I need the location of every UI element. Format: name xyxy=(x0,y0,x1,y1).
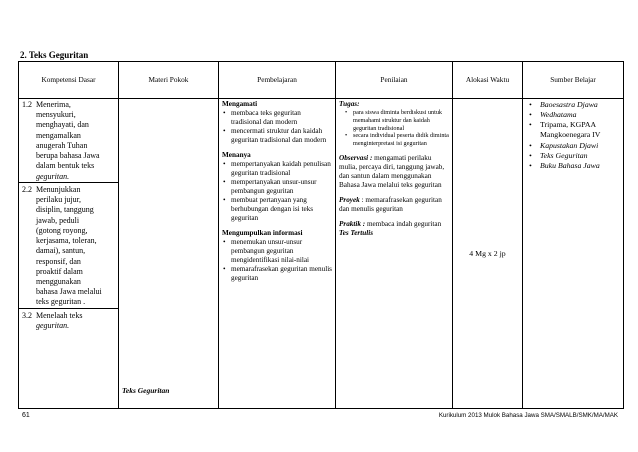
header-materi-pokok: Materi Pokok xyxy=(119,62,219,99)
mengumpulkan-list xyxy=(222,238,332,283)
section-title: 2. Teks Geguritan xyxy=(20,50,89,60)
list-item: • secara individual peserta didik diminta menginterpretasi isi geguritan xyxy=(353,132,449,148)
kd-number: 3.2 xyxy=(22,310,32,320)
kd-text: Menunjukkan perilaku jujur, disiplin, tanggung jawab, peduli (gotong royong, kerjasama, toleran, damai), santun, responsif, dan proaktif dalam menggunakan bahasa Jawa melalui teks geguritan . xyxy=(36,184,102,307)
menanya-title: Menanya xyxy=(222,151,251,159)
penilaian-cell xyxy=(336,99,453,409)
footer-note: Kurikulum 2013 Mulok Bahasa Jawa SMA/SMALB/SMK/MA/MAK xyxy=(438,412,618,419)
list-item: • mencermati struktur dan kaidah geguritan tradisional dan modern xyxy=(231,127,332,145)
kd-number: 2.2 xyxy=(22,184,32,194)
tugas-list xyxy=(339,109,449,148)
header-sumber-belajar: Sumber Belajar xyxy=(523,62,624,99)
kd-item-1-2 xyxy=(22,100,115,182)
materi-pokok-cell xyxy=(119,99,219,409)
proyek-block: Proyek : memarafrasekan geguritan dan menulis geguritan xyxy=(339,195,442,213)
sumber-belajar-cell xyxy=(523,99,624,409)
alokasi-waktu-cell xyxy=(453,99,523,409)
syllabus-table xyxy=(18,61,624,409)
kd-number: 1.2 xyxy=(22,100,32,109)
list-item: • menemukan unsur-unsur pembangun geguritan mengidentifikasi nilai-nilai xyxy=(231,238,332,265)
kd-item-3-2 xyxy=(18,308,119,331)
list-item: • mempertanyakan kaidah penulisan geguritan tradisional xyxy=(231,160,332,178)
list-item: • mempertanyakan unsur-unsur pembangun geguritan xyxy=(231,178,332,196)
list-item: • Kapustakan Djawi xyxy=(540,141,620,151)
menanya-list xyxy=(222,160,332,223)
list-item: • Wedhatama xyxy=(540,110,620,120)
praktik-block: Praktik : membaca indah geguritan Tes Tertulis xyxy=(339,219,442,237)
header-pembelajaran: Pembelajaran xyxy=(219,62,336,99)
kd-text: Menelaah teks geguritan. xyxy=(36,310,83,330)
mengamati-list xyxy=(222,109,332,145)
list-item: • Buku Bahasa Jawa xyxy=(540,161,620,171)
kd-text: Menerima, mensyukuri, menghayati, dan mengamalkan anugerah Tuhan berupa bahasa Jawa dalam bentuk teks geguritan. xyxy=(36,100,100,181)
list-item: • para siswa diminta berdiskusi untuk memahami struktur dan kaidah geguritan tradisional xyxy=(353,109,449,132)
sumber-belajar-list xyxy=(526,100,620,171)
list-item: • Baoesastra Djawa xyxy=(540,100,620,110)
pembelajaran-cell xyxy=(219,99,336,409)
observasi-block: Observasi : mengamati perilaku mulia, percaya diri, tanggung jawab, dan santun dalam menggunakan Bahasa Jawa melalui teks geguritan xyxy=(339,153,445,189)
header-kompetensi-dasar: Kompetensi Dasar xyxy=(19,62,119,99)
alokasi-waktu-value: 4 Mg x 2 jp xyxy=(469,248,506,258)
table-header-row xyxy=(19,62,624,99)
header-penilaian: Penilaian xyxy=(336,62,453,99)
kompetensi-dasar-cell xyxy=(19,99,119,409)
materi-pokok-text: Teks Geguritan xyxy=(122,386,170,395)
list-item: • membaca teks geguritan tradisional dan modern xyxy=(231,109,332,127)
list-item: • membuat pertanyaan yang berhubungan dengan isi teks geguritan xyxy=(231,196,332,223)
list-item: • memarafrasekan geguritan menulis geguritan xyxy=(231,265,332,283)
mengamati-title: Mengamati xyxy=(222,100,258,108)
mengumpulkan-informasi-title: Mengumpulkan informasi xyxy=(222,229,303,237)
header-alokasi-waktu: Alokasi Waktu xyxy=(453,62,523,99)
page-number: 61 xyxy=(22,412,30,419)
list-item: • Teks Geguritan xyxy=(540,151,620,161)
list-item: • Tripama, KGPAA Mangkoenegara IV xyxy=(540,120,620,140)
kd-item-2-2 xyxy=(18,182,119,308)
table-row xyxy=(19,99,624,409)
tugas-title: Tugas: xyxy=(339,100,360,108)
